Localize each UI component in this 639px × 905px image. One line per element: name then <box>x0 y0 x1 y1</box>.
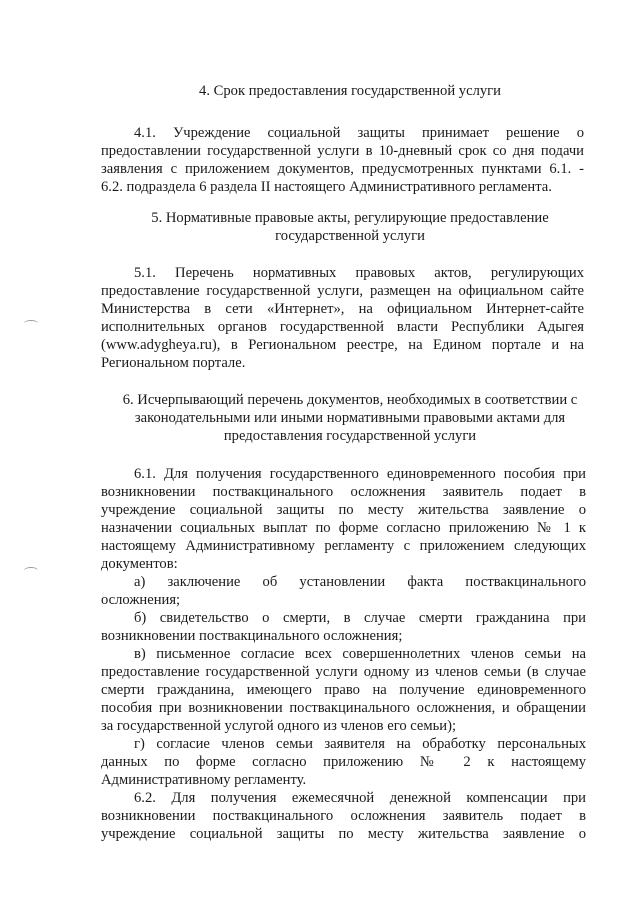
paragraph-6-1-line: 6.1. Для получения государственного единовременного пособия при <box>134 466 586 482</box>
section-5-heading: государственной услуги <box>275 228 425 244</box>
paragraph-6-1-line: документов: <box>101 556 178 572</box>
paragraph-4-1-line: 6.2. подраздела 6 раздела II настоящего Административного регламента. <box>101 179 552 195</box>
paragraph-6-1-line: учреждение социальной защиты по месту жительства заявление о <box>101 502 586 518</box>
section-6-heading: предоставления государственной услуги <box>223 428 477 444</box>
section-6-heading: 6. Исчерпывающий перечень документов, необходимых в соответствии с <box>122 392 578 408</box>
paragraph-6-1-line: назначении социальных выплат по форме согласно приложению № 1 к <box>101 520 586 536</box>
list-item-a: осложнения; <box>101 592 181 608</box>
punch-hole-mark <box>24 320 38 327</box>
list-item-v: смерти гражданина, имеющего право на получение единовременного <box>101 682 586 698</box>
paragraph-5-1-line: (www.adygheya.ru), в Региональном реестре, на Едином портале и на <box>101 337 584 353</box>
list-item-b: б) свидетельство о смерти, в случае смерти гражданина при <box>134 610 586 626</box>
paragraph-5-1-line: предоставление государственной услуги, размещен на официальном сайте <box>101 283 584 299</box>
paragraph-5-1-line: Министерства в сети «Интернет», на официальном Интернет-сайте <box>101 301 584 317</box>
paragraph-5-1-line: Региональном портале. <box>101 355 246 371</box>
paragraph-6-1-line: возникновении поствакцинального осложнения заявитель подает в <box>101 484 586 500</box>
list-item-a: а) заключение об установлении факта поствакцинального <box>134 574 586 590</box>
paragraph-5-1-line: исполнительных органов государственной власти Республики Адыгея <box>101 319 584 335</box>
section-6-heading: законодательными или иными нормативными правовыми актами для <box>134 410 566 426</box>
paragraph-6-2-line: возникновении поствакцинального осложнения заявитель подает в <box>101 808 586 824</box>
paragraph-6-1-line: настоящему Административному регламенту с приложением следующих <box>101 538 586 554</box>
paragraph-6-2-line: учреждение социальной защиты по месту жительства заявление о <box>101 826 586 842</box>
paragraph-4-1-line: заявления с приложением документов, предусмотренных пунктами 6.1. - <box>101 161 584 177</box>
punch-hole-mark <box>24 567 38 574</box>
section-4-heading: 4. Срок предоставления государственной услуги <box>199 83 501 99</box>
paragraph-4-1-line: предоставлении государственной услуги в 10-дневный срок со дня подачи <box>101 143 584 159</box>
paragraph-6-2-line: 6.2. Для получения ежемесячной денежной компенсации при <box>134 790 586 806</box>
list-item-v: за государственной услугой одного из членов его семьи); <box>101 718 457 734</box>
paragraph-5-1-line: 5.1. Перечень нормативных правовых актов, регулирующих <box>134 265 584 281</box>
list-item-v: предоставление государственной услуги одному из членов семьи (в случае <box>101 664 586 680</box>
list-item-g: Административному регламенту. <box>101 772 307 788</box>
list-item-v: в) письменное согласие всех совершеннолетних членов семьи на <box>134 646 586 662</box>
list-item-b: возникновении поствакцинального осложнения; <box>101 628 403 644</box>
list-item-g: данных по форме согласно приложению № 2 к настоящему <box>101 754 586 770</box>
list-item-v: пособия при возникновении поствакцинального осложнения, и обращении <box>101 700 586 716</box>
section-5-heading: 5. Нормативные правовые акты, регулирующие предоставление <box>151 210 549 226</box>
list-item-g: г) согласие членов семьи заявителя на обработку персональных <box>134 736 586 752</box>
paragraph-4-1-line: 4.1. Учреждение социальной защиты принимает решение о <box>134 125 584 141</box>
